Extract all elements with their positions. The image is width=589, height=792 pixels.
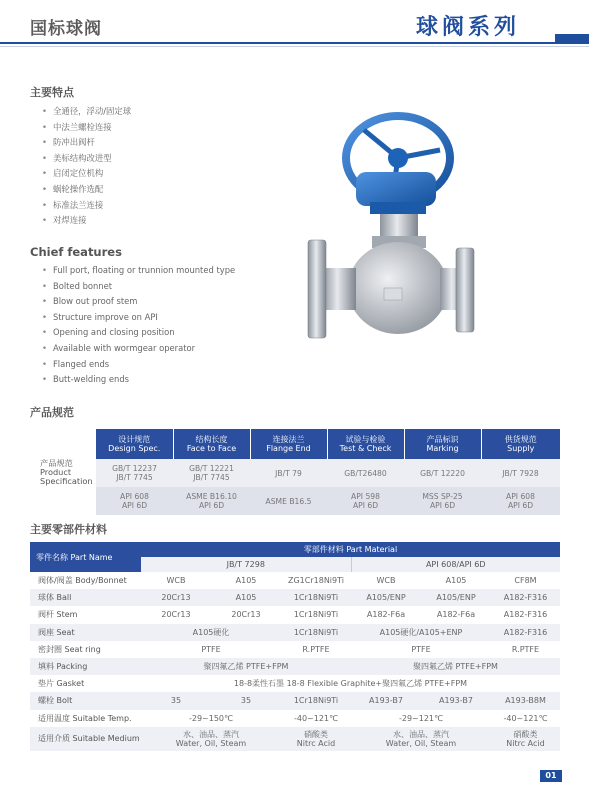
material-cell: 1Cr18Ni9Ti [281,606,351,623]
feature-cn-item: • 全通径，浮动/固定球 [42,104,131,120]
material-cell: -40~121℃ [491,710,560,727]
material-cell: 1Cr18Ni9Ti [281,624,351,641]
features-en-title: Chief features [30,245,122,259]
bracket [380,214,418,236]
part-name-header: 零件名称 Part Name [30,542,141,572]
material-part-name: 垫片 Gasket [30,675,141,692]
material-cell-line: 硝酸类 [513,729,538,739]
material-cell: 20Cr13 [141,589,211,606]
spec-header: 试验与检验 Test & Check [327,429,404,459]
material-cell [351,727,491,751]
spec-header: 连接法兰 Flange End [250,429,327,459]
material-cell-line: Water, Oil, Steam [175,738,247,748]
feature-cn-item: • 蜗轮操作选配 [42,182,131,198]
feature-cn-item: • 中法兰螺栓连接 [42,120,131,136]
feature-en-item: • Structure improve on API [42,310,235,326]
header-rule [0,42,589,44]
feature-en-item: • Opening and closing position [42,325,235,341]
material-cell: 35 [211,692,281,709]
spec-cell-line: JB/T 79 [275,468,302,478]
spec-cell [250,487,327,515]
nameplate [384,288,402,300]
material-cell: ZG1Cr18Ni9Ti [281,572,351,589]
spec-title: 产品规范 [30,406,74,419]
page-category-title: 国标球阀 [30,19,102,39]
spec-header: 供货规范 Supply [481,429,560,459]
header-accent-block [555,34,589,44]
material-cell: A105/ENP [421,589,491,606]
spec-cell [173,459,250,487]
spec-label-en2: Specification [40,475,93,486]
material-row [30,641,560,658]
page-number: 01 [540,770,562,782]
ball-valve-photo [300,110,480,355]
material-part-name: 密封圈 Seat ring [30,641,141,658]
material-part-name: 填料 Packing [30,658,141,675]
material-row [30,624,560,641]
material-cell: A182-F316 [491,624,560,641]
material-part-name: 适用温度 Suitable Temp. [30,710,141,727]
spec-header: 设计规范 Design Spec. [96,429,173,459]
material-cell: A182-F316 [491,589,560,606]
spec-cell-line: JB/T 7745 [116,473,153,482]
material-part-name: 适用介质 Suitable Medium [30,727,141,751]
feature-en-item: • Full port, floating or trunnion mounted type [42,263,235,279]
material-cell [281,727,351,751]
material-cell: A193-B7 [351,692,421,709]
material-cell: 35 [141,692,211,709]
material-cell: A105硬化 [141,624,281,641]
feature-cn-item: • 对焊连接 [42,213,131,229]
spec-cell [250,459,327,487]
spec-cell [327,487,404,515]
material-cell: A182-F316 [491,606,560,623]
material-cell: A105 [211,572,281,589]
spec-cell-line: GB/T 12220 [420,468,465,478]
material-row [30,710,560,727]
spec-cell [96,487,173,515]
left-flange [308,240,326,338]
spec-cell-line: GB/T26480 [344,468,387,478]
material-cell: A182-F6a [421,606,491,623]
material-cell [491,727,560,751]
material-cell: CF8M [491,572,560,589]
material-cell: WCB [351,572,421,589]
material-row [30,692,560,709]
material-cell: 聚四氟乙烯 PTFE+FPM [141,658,351,675]
spec-cell-line: ASME B16.5 [265,496,312,506]
spec-cell [481,459,560,487]
material-row [30,675,560,692]
material-row [30,727,560,751]
spec-cell-line: GB/T 12237 [112,464,157,473]
gearbox [356,172,436,206]
feature-en-item: • Blow out proof stem [42,294,235,310]
material-part-name: 阀杆 Stem [30,606,141,623]
spec-cell [404,459,481,487]
material-cell-line: 水、油品、蒸汽 [183,729,239,739]
spec-cell-line: API 6D [429,501,456,510]
material-cell-line: Water, Oil, Steam [385,738,457,748]
material-cell: 20Cr13 [141,606,211,623]
spec-table [30,429,560,515]
material-cell: 1Cr18Ni9Ti [281,692,351,709]
spec-cell-line: JB/T 7928 [502,468,539,478]
feature-cn-item: • 防冲出阀杆 [42,135,131,151]
material-cell: 20Cr13 [211,606,281,623]
spec-cell-line: API 608 [506,492,535,501]
right-flange [456,248,474,332]
material-cell: R.PTFE [491,641,560,658]
spec-cell-line: API 6D [198,501,225,510]
spec-cell-line: API 598 [351,492,380,501]
spec-row-label [30,429,96,515]
feature-en-item: • Bolted bonnet [42,279,235,295]
spec-header: 结构长度 Face to Face [173,429,250,459]
materials-table [30,542,560,751]
features-cn-list [42,104,131,229]
spec-cell [96,459,173,487]
material-cell: A182-F6a [351,606,421,623]
materials-title: 主要零部件材料 [30,523,107,536]
features-cn-title: 主要特点 [30,86,74,99]
spec-cell-line: API 6D [352,501,379,510]
spec-cell [327,459,404,487]
feature-en-item: • Butt-welding ends [42,372,235,388]
material-part-name: 螺栓 Bolt [30,692,141,709]
standard-jb: JB/T 7298 [141,557,351,572]
material-part-name: 球体 Ball [30,589,141,606]
material-cell-line: 水、油品、蒸汽 [393,729,449,739]
material-part-name: 阀座 Seat [30,624,141,641]
spec-label-cn: 产品规范 [40,457,73,468]
material-cell: 聚四氟乙烯 PTFE+FPM [351,658,560,675]
spec-cell-line: MSS SP-25 [422,492,463,501]
spec-cell [404,487,481,515]
material-row [30,572,560,589]
material-cell: A193-B7 [421,692,491,709]
material-cell-line: Nitrc Acid [506,738,545,748]
feature-cn-item: • 美标结构改进型 [42,151,131,167]
material-cell: PTFE [351,641,491,658]
material-cell: R.PTFE [281,641,351,658]
feature-en-item: • Flanged ends [42,357,235,373]
material-cell: 18-8柔性石墨 18-8 Flexible Graphite+聚四氟乙烯 PTFE+FPM [141,675,560,692]
spec-cell-line: GB/T 12221 [189,464,234,473]
gearbox-base [370,202,426,214]
feature-en-item: • Available with wormgear operator [42,341,235,357]
material-cell: 1Cr18Ni9Ti [281,589,351,606]
feature-cn-item: • 标准法兰连接 [42,198,131,214]
material-row [30,589,560,606]
header-rule-light [0,46,589,47]
spec-cell [173,487,250,515]
material-cell: -29~121℃ [351,710,491,727]
left-pipe [322,268,356,310]
material-row [30,606,560,623]
spec-cell-line: ASME B16.10 [186,492,237,501]
spec-header: 产品标识 Marking [404,429,481,459]
spec-cell-line: API 6D [507,501,534,510]
material-cell: A105 [421,572,491,589]
material-cell-line: 硝酸类 [304,729,328,739]
material-cell [141,727,281,751]
material-cell: A105 [211,589,281,606]
part-material-header: 零部件材料 Part Material [141,542,560,557]
features-en-list [42,263,235,388]
material-cell: -40~121℃ [281,710,351,727]
material-cell: A105/ENP [351,589,421,606]
material-cell-line: Nitrc Acid [296,738,336,748]
standard-api: API 608/API 6D [351,557,560,572]
spec-label-en1: Product [40,466,72,477]
spec-cell-line: API 608 [120,492,149,501]
material-cell: WCB [141,572,211,589]
material-part-name: 阀体/阀盖 Body/Bonnet [30,572,141,589]
handwheel-hub [388,148,408,168]
feature-cn-item: • 启闭定位机构 [42,166,131,182]
spec-cell-line: API 6D [121,501,148,510]
spec-cell-line: JB/T 7745 [193,473,230,482]
material-cell: PTFE [141,641,281,658]
spec-cell [481,487,560,515]
material-row [30,658,560,675]
series-title: 球阀系列 [416,15,521,40]
material-cell: A105硬化/A105+ENP [351,624,491,641]
material-cell: -29~150℃ [141,710,281,727]
material-cell: A193-B8M [491,692,560,709]
